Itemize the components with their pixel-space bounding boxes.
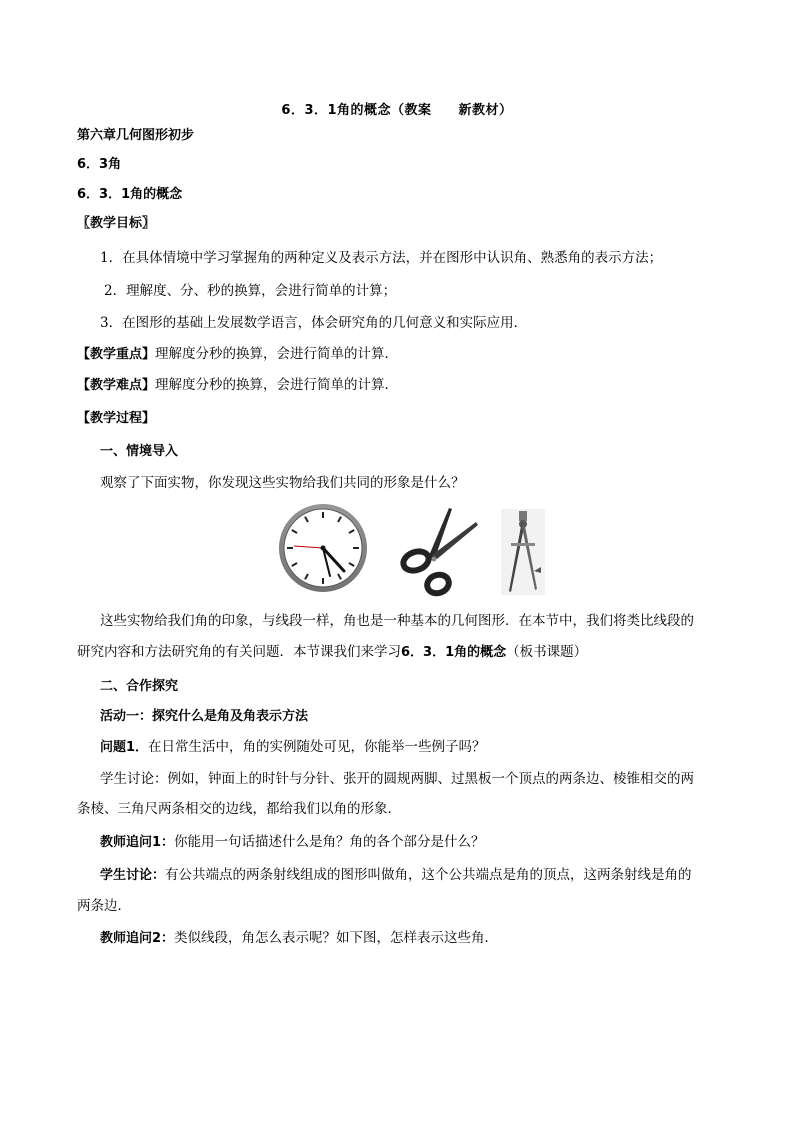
lesson-title-inline: 6．3．1角的概念 [401, 645, 507, 660]
document-title: 6．3．1角的概念（教案 新教材） [281, 103, 513, 118]
teacher-question-2-text: 类似线段，角怎么表示呢？如下图，怎样表示这些角． [174, 930, 499, 946]
goal-item-2: 2．理解度、分、秒的换算，会进行简单的计算； [104, 283, 397, 299]
key-point-label: 【教学重点】 [77, 347, 156, 362]
clock-icon [278, 503, 368, 593]
goals-heading: 〖教学目标〗 [77, 216, 156, 231]
student-discussion-2-line-1 [100, 866, 692, 885]
section-heading: 6．3角 [77, 157, 122, 172]
paragraph-1-line-2 [77, 643, 587, 662]
teacher-question-2-label: 教师追问2： [100, 931, 175, 946]
part2-heading: 二、合作探究 [100, 679, 179, 694]
student-discussion-1-line-2: 条棱、三角尺两条相交的边线，都给我们以角的形象． [77, 801, 401, 817]
difficult-point-text: 理解度分秒的换算，会进行简单的计算． [155, 377, 399, 393]
paragraph-1-line-1: 这些实物给我们角的印象，与线段一样，角也是一种基本的几何图形．在本节中，我们将类比线段的 [100, 613, 694, 629]
process-heading: 【教学过程】 [77, 411, 156, 426]
activity-1-heading: 活动一：探究什么是角及角表示方法 [100, 709, 309, 724]
part1-heading: 一、情境导入 [100, 444, 179, 459]
subsection-heading: 6．3．1角的概念 [77, 187, 183, 202]
student-discussion-2-text: 有公共端点的两条射线组成的图形叫做角，这个公共端点是角的顶点，这两条射线是角的 [165, 867, 692, 883]
key-point [77, 345, 398, 364]
key-point-text: 理解度分秒的换算，会进行简单的计算． [155, 346, 399, 362]
student-discussion-2-label: 学生讨论： [100, 868, 166, 883]
difficult-point-label: 【教学难点】 [77, 378, 156, 393]
teacher-question-1-label: 教师追问1： [100, 835, 175, 850]
teacher-question-1 [100, 833, 485, 852]
clock-image [278, 503, 368, 593]
scissors-image [394, 503, 484, 598]
question-1 [100, 738, 486, 757]
compass-icon [501, 509, 545, 595]
compass-image [501, 509, 545, 595]
observe-question: 观察了下面实物，你发现这些实物给我们共同的形象是什么？ [100, 475, 465, 491]
scissors-icon [394, 503, 484, 598]
goal-item-3: 3．在图形的基础上发展数学语言，体会研究角的几何意义和实际应用． [100, 315, 528, 331]
chapter-heading: 第六章几何图形初步 [77, 128, 195, 143]
teacher-question-1-text: 你能用一句话描述什么是角？角的各个部分是什么？ [174, 834, 485, 850]
paragraph-1-note: （板书课题） [506, 644, 588, 660]
paragraph-1-text: 研究内容和方法研究角的有关问题．本节课我们来学习 [77, 644, 401, 660]
question-1-text: 在日常生活中，角的实例随处可见，你能举一些例子吗？ [148, 739, 486, 755]
student-discussion-1-line-1: 学生讨论：例如，钟面上的时针与分针、张开的圆规两脚、过黑板一个顶点的两条边、棱锥相交的两 [100, 771, 694, 787]
question-1-label: 问题1． [100, 740, 149, 755]
difficult-point [77, 376, 398, 395]
goal-item-1: 1．在具体情境中学习掌握角的两种定义及表示方法，并在图形中认识角、熟悉角的表示方法； [100, 250, 663, 266]
student-discussion-2-line-2: 两条边． [77, 898, 131, 914]
teacher-question-2 [100, 929, 498, 948]
